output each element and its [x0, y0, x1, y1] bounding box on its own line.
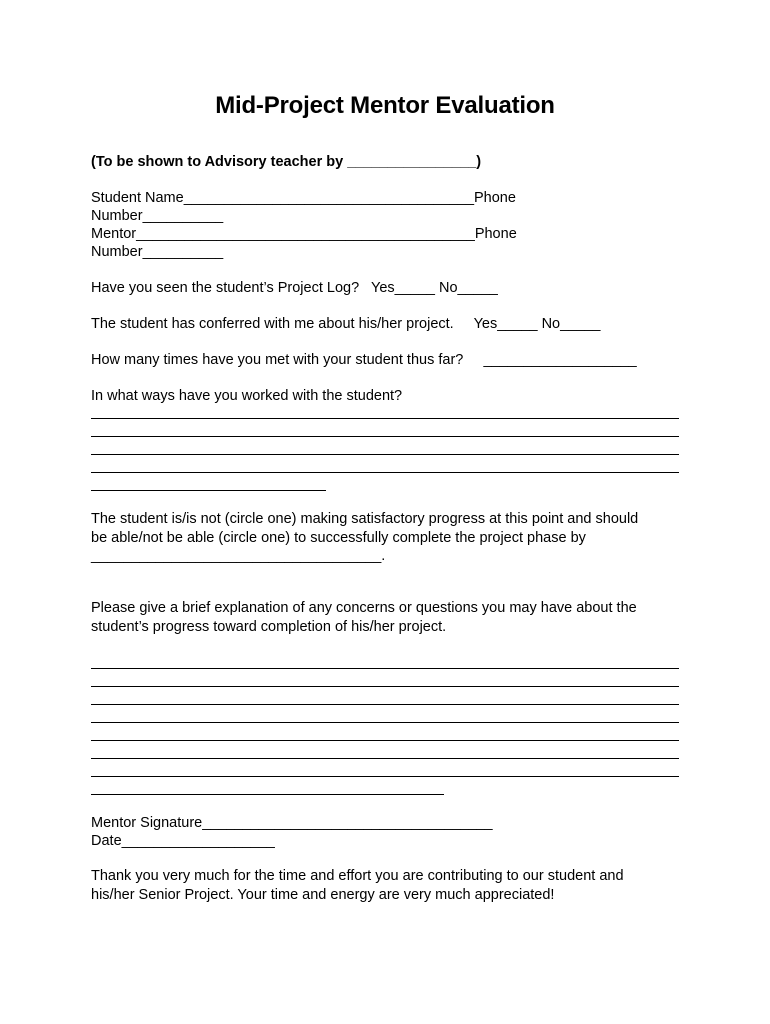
answer-line[interactable]	[91, 686, 679, 687]
advisory-deadline-line: (To be shown to Advisory teacher by ________________)	[91, 154, 482, 170]
answer-line[interactable]	[91, 740, 679, 741]
mentor-phone-field[interactable]: Number__________	[91, 244, 224, 260]
page-title: Mid-Project Mentor Evaluation	[215, 92, 555, 119]
answer-line[interactable]	[91, 418, 679, 419]
answer-line[interactable]	[91, 758, 679, 759]
date-field[interactable]: Date___________________	[91, 833, 275, 849]
answer-line[interactable]	[91, 490, 326, 491]
answer-line[interactable]	[91, 454, 679, 455]
answer-line[interactable]	[91, 794, 444, 795]
answer-line[interactable]	[91, 776, 679, 777]
answer-line[interactable]	[91, 722, 679, 723]
progress-statement-line: The student is/is not (circle one) making satisfactory progress at this point and should	[91, 511, 639, 527]
progress-statement-line: be able/not be able (circle one) to successfully complete the project phase by	[91, 530, 586, 546]
concerns-question-line: student’s progress toward completion of his/her project.	[91, 619, 447, 635]
student-name-field[interactable]: Student Name____________________________________Phone	[91, 190, 516, 206]
times-met-question[interactable]: How many times have you met with your student thus far? ___________________	[91, 352, 637, 368]
conferred-question[interactable]: The student has conferred with me about his/her project. Yes_____ No_____	[91, 316, 601, 332]
mentor-signature-field[interactable]: Mentor Signature____________________________________	[91, 815, 493, 831]
answer-line[interactable]	[91, 668, 679, 669]
mentor-name-field[interactable]: Mentor__________________________________________Phone	[91, 226, 517, 242]
answer-line[interactable]	[91, 472, 679, 473]
project-log-question[interactable]: Have you seen the student’s Project Log? Yes_____ No_____	[91, 280, 498, 296]
concerns-question-line: Please give a brief explanation of any concerns or questions you may have about the	[91, 600, 637, 616]
completion-date-field[interactable]: ____________________________________.	[91, 548, 386, 564]
closing-text-line: Thank you very much for the time and effort you are contributing to our student and	[91, 868, 624, 884]
answer-line[interactable]	[91, 704, 679, 705]
student-phone-field[interactable]: Number__________	[91, 208, 224, 224]
closing-text-line: his/her Senior Project. Your time and energy are very much appreciated!	[91, 887, 555, 903]
answer-line[interactable]	[91, 436, 679, 437]
worked-with-question: In what ways have you worked with the student?	[91, 388, 403, 404]
